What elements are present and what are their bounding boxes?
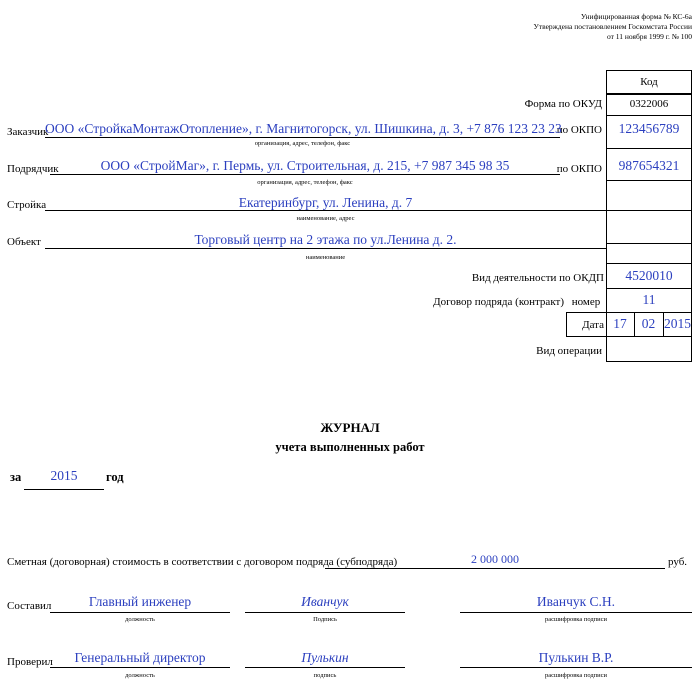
object-label: Объект	[7, 236, 41, 248]
compiled-name-hint: расшифровка подписи	[544, 616, 608, 623]
okud-code: 0322006	[629, 98, 669, 110]
contract-number-label: номер	[571, 296, 601, 308]
customer-okpo-label: по ОКПО	[556, 124, 602, 136]
operation-label: Вид операции	[536, 345, 602, 357]
contractor-hint: организация, адрес, телефон, факс	[257, 179, 353, 186]
contract-number[interactable]: 11	[642, 292, 656, 307]
okdp-code[interactable]: 4520010	[625, 268, 673, 283]
period-suffix: год	[106, 470, 124, 484]
compiled-position-hint: должность	[125, 616, 155, 623]
checked-position-hint: должность	[125, 672, 155, 679]
contract-label: Договор подряда (контракт)	[433, 296, 564, 308]
okud-label: Форма по ОКУД	[524, 98, 602, 110]
customer-hint: организация, адрес, телефон, факс	[254, 140, 351, 147]
compiled-signature[interactable]: Иванчук	[301, 594, 349, 609]
date-month[interactable]: 02	[641, 316, 656, 331]
compiled-name[interactable]: Иванчук С.Н.	[536, 594, 616, 609]
customer-value[interactable]: ООО «СтройкаМонтажОтопление», г. Магнитогорск, ул. Шишкина, д. 3, +7 876 123 23 23	[45, 121, 562, 136]
contractor-label: Подрядчик	[7, 163, 59, 175]
checked-name-hint: расшифровка подписи	[544, 672, 608, 679]
okdp-label: Вид деятельности по ОКДП	[471, 272, 604, 284]
date-year[interactable]: 2015	[664, 316, 691, 331]
period-year[interactable]: 2015	[50, 468, 78, 483]
checked-signature[interactable]: Пулькин	[301, 650, 349, 665]
checked-label: Проверил	[7, 656, 53, 668]
site-value[interactable]: Екатеринбург, ул. Ленина, д. 7	[238, 195, 413, 210]
customer-label: Заказчик	[7, 126, 49, 138]
cost-label: Сметная (договорная) стоимость в соответствии с договором подряда (субподряда)	[7, 556, 398, 568]
form-header-line-3: от 11 ноября 1999 г. № 100	[607, 32, 692, 41]
code-head: Код	[640, 76, 658, 88]
object-value[interactable]: Торговый центр на 2 этажа по ул.Ленина д. 2.	[194, 232, 457, 247]
contractor-value[interactable]: ООО «СтройМаг», г. Пермь, ул. Строительная, д. 215, +7 987 345 98 35	[100, 158, 510, 173]
period-label: за	[10, 470, 22, 484]
customer-okpo[interactable]: 123456789	[618, 121, 680, 136]
contractor-okpo[interactable]: 987654321	[618, 158, 680, 173]
compiled-position[interactable]: Главный инженер	[88, 594, 192, 609]
document-subtitle: учета выполненных работ	[275, 440, 425, 454]
document-title: ЖУРНАЛ	[320, 420, 380, 435]
form-header	[533, 12, 692, 42]
site-hint: наименование, адрес	[296, 215, 355, 222]
form-header-line-1: Унифицированная форма № КС-6а	[580, 12, 692, 21]
contractor-okpo-label: по ОКПО	[556, 163, 602, 175]
compiled-label: Составил	[7, 600, 52, 612]
cost-unit: руб.	[668, 556, 688, 568]
checked-position[interactable]: Генеральный директор	[74, 650, 206, 665]
date-day[interactable]: 17	[613, 316, 627, 331]
site-label: Стройка	[7, 199, 47, 211]
checked-name[interactable]: Пулькин В.Р.	[538, 650, 614, 665]
checked-signature-hint: подпись	[313, 672, 337, 679]
cost-value[interactable]: 2 000 000	[471, 552, 519, 566]
form-header-line-2: Утверждена постановлением Госкомстата России	[533, 22, 692, 31]
compiled-signature-hint: Подпись	[313, 616, 337, 623]
object-hint: наименование	[305, 254, 346, 261]
date-label: Дата	[582, 319, 604, 331]
